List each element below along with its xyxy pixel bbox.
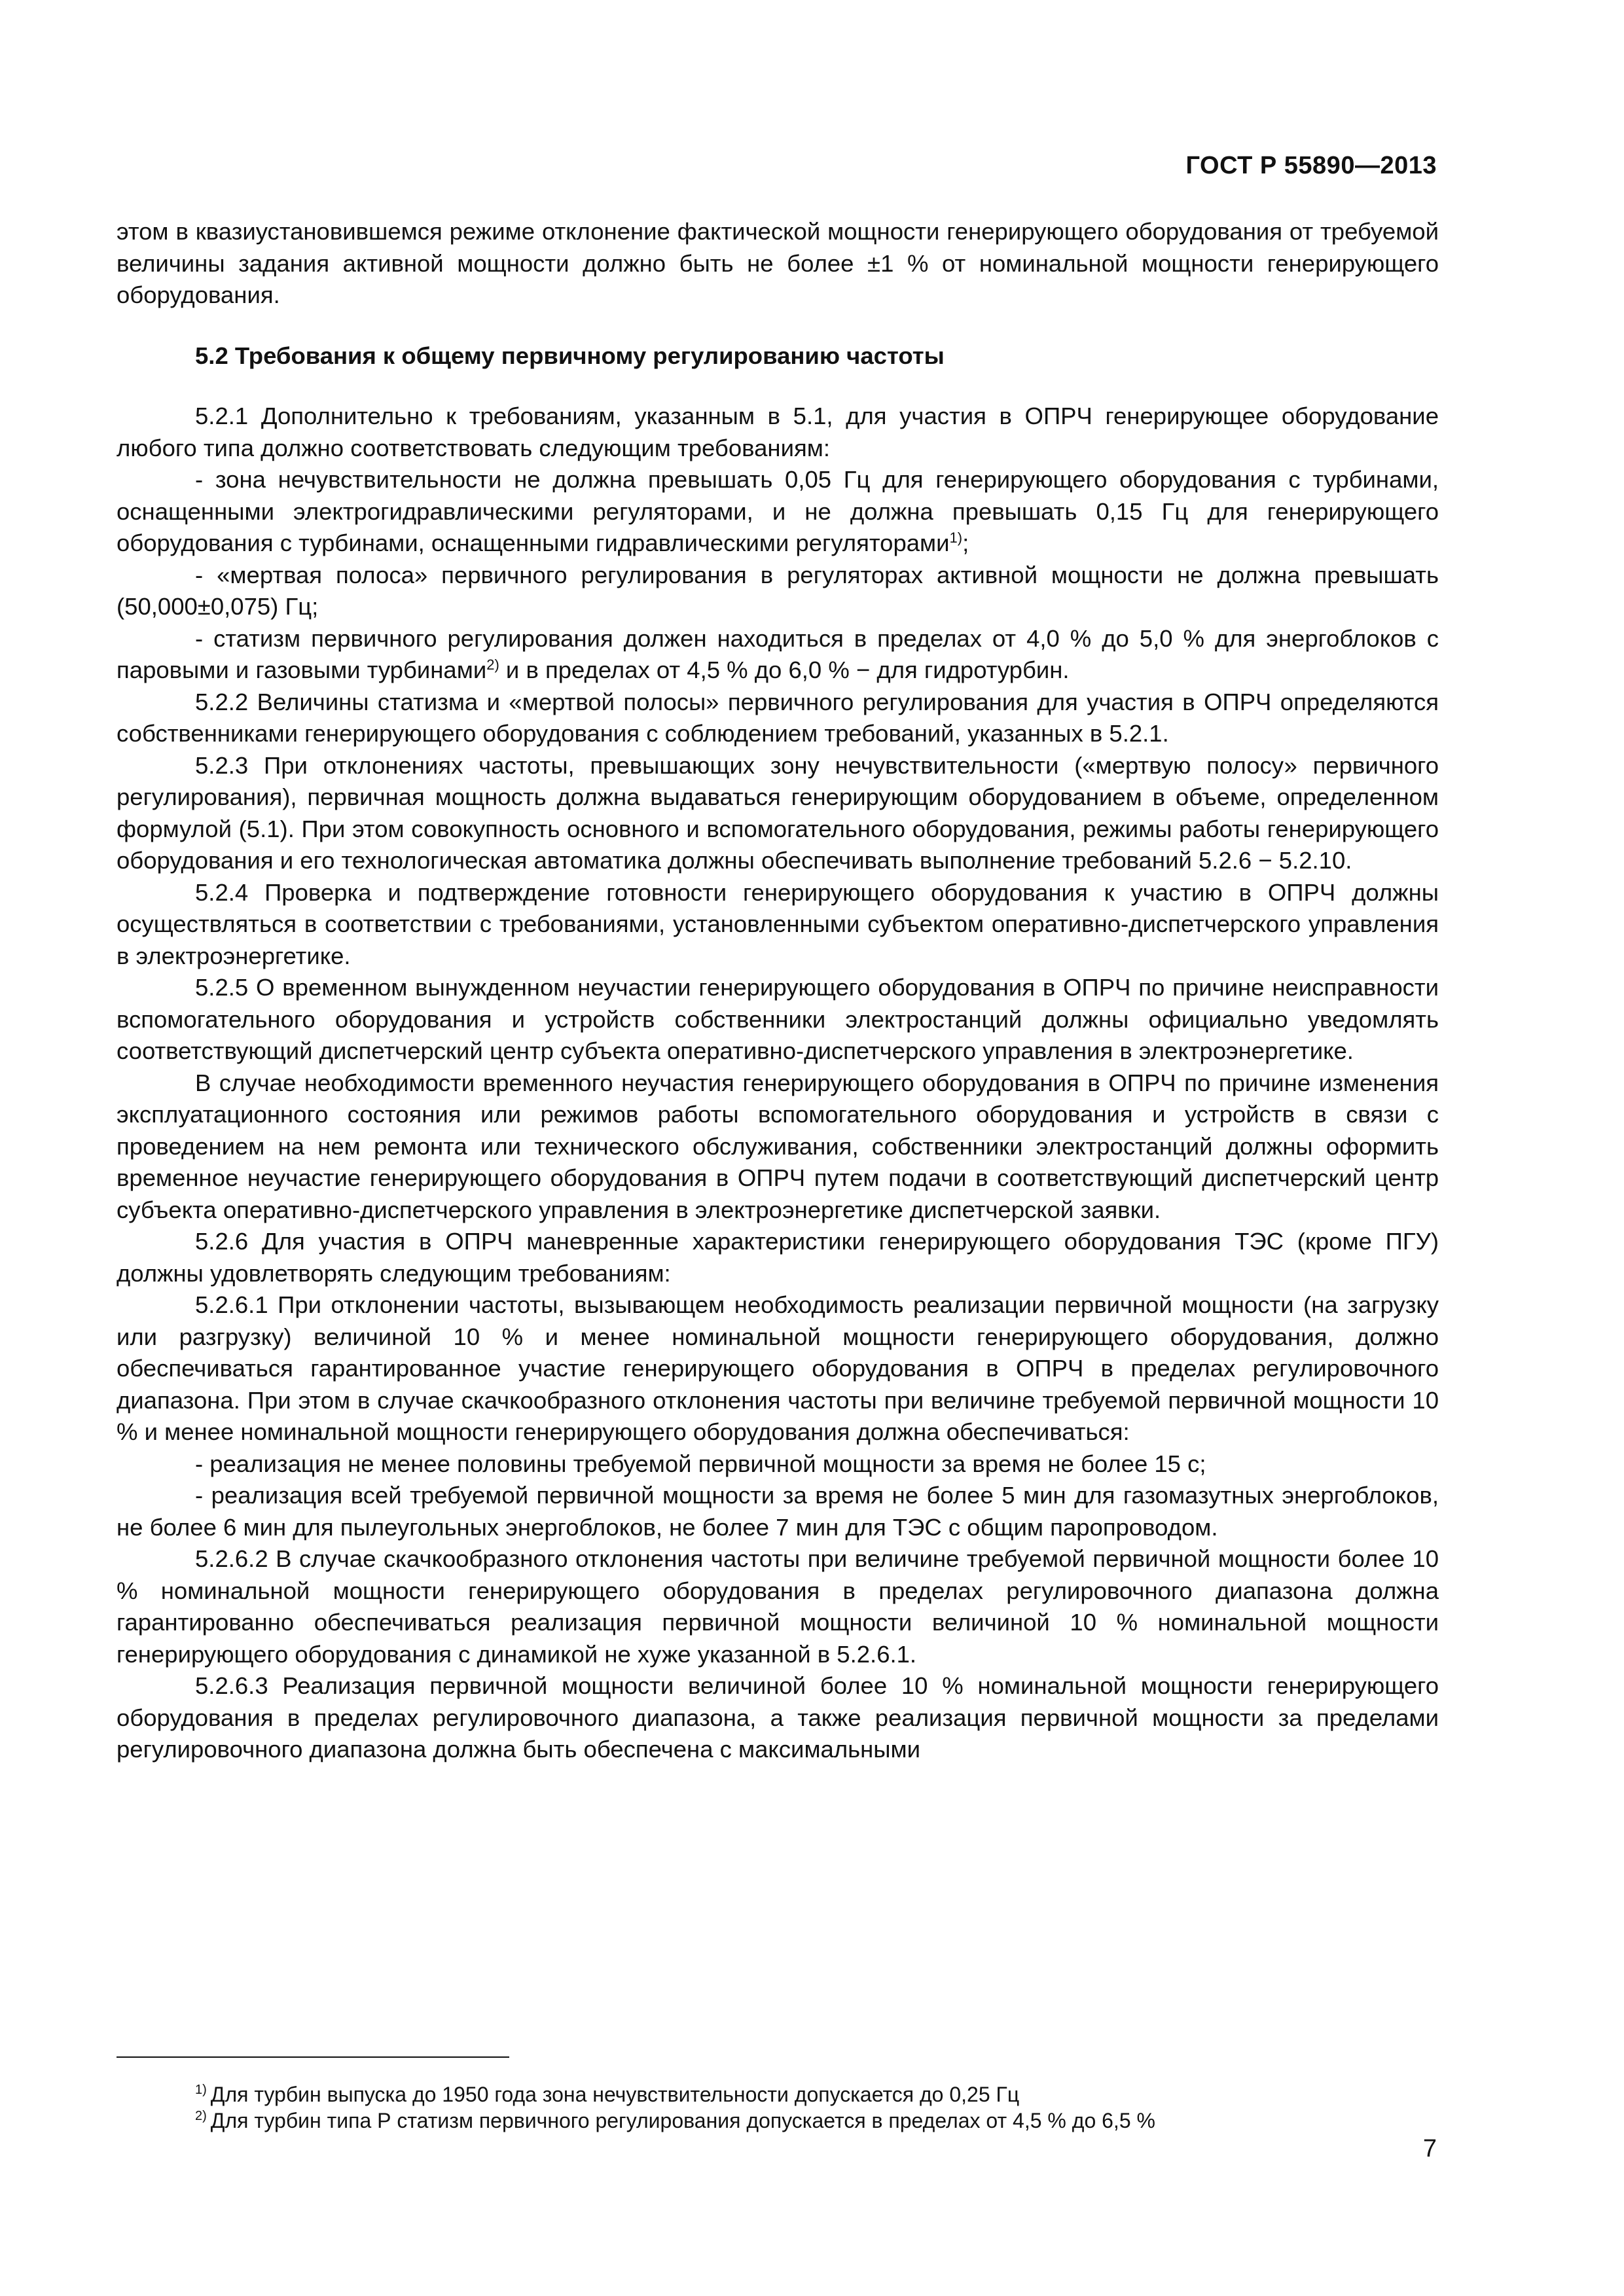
paragraph-5-2-4: 5.2.4 Проверка и подтверждение готовности генерирующего оборудования к участию в ОПРЧ должны осуществляться в соответствии с требованиями, установленными субъектом оперативно-диспетчерского управления в электроэнергетике. — [117, 878, 1439, 969]
list-item-zone-end: ; — [962, 529, 969, 556]
footnote-ref-1: 1) — [949, 529, 963, 546]
paragraph-5-2-6-3: 5.2.6.3 Реализация первичной мощности величиной более 10 % номинальной мощности генерирующего оборудования в пределах регулировочного диапазона, а также реализация первичной мощности за пределами регулировочного диапазона должна быть обеспечена с максимальными — [117, 1672, 1439, 1763]
paragraph-5-2-5: 5.2.5 О временном вынужденном неучастии генерирующего оборудования в ОПРЧ по причине неисправности вспомогательного оборудования и устройств собственники электростанций должны официально уведомлять соответствующий диспетчерский центр субъекта оперативно-диспетчерского управления в электроэнергетике. — [117, 974, 1439, 1064]
document-header: ГОСТ Р 55890—2013 — [1185, 152, 1437, 179]
body-text — [117, 216, 1439, 1766]
footnotes — [117, 2056, 1439, 2134]
paragraph-5-2-6: 5.2.6 Для участия в ОПРЧ маневренные характеристики генерирующего оборудования ТЭС (кроме ПГУ) должны удовлетворять следующим требованиям: — [117, 1228, 1439, 1287]
paragraph-5-2-3: 5.2.3 При отклонениях частоты, превышающих зону нечувствительности («мертвую полосу» первичного регулирования), первичная мощность должна выдаваться генерирующим оборудованием в объеме, определенном формулой (5.1). При этом совокупность основного и вспомогательного оборудования, режимы работы генерирующего оборудования и его технологическая автоматика должны обеспечивать выполнение требований 5.2.6 − 5.2.10. — [117, 751, 1439, 874]
footnote-2-mark: 2) — [195, 2109, 207, 2124]
paragraph-intro: этом в квазиустановившемся режиме отклонение фактической мощности генерирующего оборудования от требуемой величины задания активной мощности должно быть не более ±1 % от номинальной мощности генерирующего оборудования. — [117, 218, 1439, 308]
footnote-ref-2: 2) — [486, 656, 499, 673]
page-number: 7 — [1422, 2135, 1437, 2162]
footnote-1 — [195, 2081, 1439, 2108]
list-item-zone-text: - зона нечувствительности не должна превышать 0,05 Гц для генерирующего оборудования с турбинами, оснащенными электрогидравлическими регуляторами, и не должна превышать 0,15 Гц для генерирующего оборудования с турбинами, оснащенными гидравлическими регуляторами — [117, 466, 1439, 556]
footnote-1-mark: 1) — [195, 2083, 207, 2098]
list-item-full-power: - реализация всей требуемой первичной мощности за время не более 5 мин для газомазутных энергоблоков, не более 6 мин для пылеугольных энергоблоков, не более 7 мин для ТЭС с общим паропроводом. — [117, 1482, 1439, 1541]
paragraph-temporary-non-participation: В случае необходимости временного неучастия генерирующего оборудования в ОПРЧ по причине изменения эксплуатационного состояния или режимов работы вспомогательного оборудования и устройств в связи с проведением на нем ремонта или технического обслуживания, собственники электростанций должны оформить временное неучастие генерирующего оборудования в ОПРЧ путем подачи в соответствующий диспетчерский центр субъекта оперативно-диспетчерского управления в электроэнергетике диспетчерской заявки. — [117, 1069, 1439, 1223]
list-item-statism-text: - статизм первичного регулирования должен находиться в пределах от 4,0 % до 5,0 % для энергоблоков с паровыми и газовыми турбинами — [117, 624, 1439, 683]
footnote-2-text: Для турбин типа Р статизм первичного регулирования допускается в пределах от 4,5 % до 6,5 % — [210, 2109, 1155, 2132]
list-item-statism-end: и в пределах от 4,5 % до 6,0 % − для гидротурбин. — [499, 656, 1070, 683]
list-item-zone — [117, 464, 1439, 560]
list-item-statism — [117, 623, 1439, 687]
paragraph-5-2-6-1: 5.2.6.1 При отклонении частоты, вызывающем необходимость реализации первичной мощности (на загрузку или разгрузку) величиной 10 % и менее номинальной мощности генерирующего оборудования, должно обеспечиваться гарантированное участие генерирующего оборудования в ОПРЧ в пределах регулировочного диапазона. При этом в случае скачкообразного отклонения частоты при величине требуемой первичной мощности 10 % и менее номинальной мощности генерирующего оборудования должна обеспечиваться: — [117, 1291, 1439, 1445]
footnote-2 — [195, 2108, 1439, 2134]
section-heading-5-2: 5.2 Требования к общему первичному регулированию частоты — [195, 342, 945, 369]
paragraph-5-2-1: 5.2.1 Дополнительно к требованиям, указанным в 5.1, для участия в ОПРЧ генерирующее оборудование любого типа должно соответствовать следующим требованиям: — [117, 403, 1439, 461]
paragraph-5-2-6-2: 5.2.6.2 В случае скачкообразного отклонения частоты при величине требуемой первичной мощности более 10 % номинальной мощности генерирующего оборудования в пределах регулировочного диапазона должна гарантированно обеспечиваться реализация первичной мощности величиной 10 % номинальной мощности генерирующего оборудования с динамикой не хуже указанной в 5.2.6.1. — [117, 1545, 1439, 1668]
footnote-1-text: Для турбин выпуска до 1950 года зона нечувствительности допускается до 0,25 Гц — [210, 2083, 1020, 2106]
list-item-deadband: - «мертвая полоса» первичного регулирования в регуляторах активной мощности не должна превышать (50,000±0,075) Гц; — [117, 561, 1439, 620]
list-item-half-power: - реализация не менее половины требуемой первичной мощности за время не более 15 с; — [195, 1450, 1206, 1477]
paragraph-5-2-2: 5.2.2 Величины статизма и «мертвой полосы» первичного регулирования для участия в ОПРЧ определяются собственниками генерирующего оборудования с соблюдением требований, указанных в 5.2.1. — [117, 688, 1439, 747]
footnote-separator — [117, 2056, 509, 2058]
